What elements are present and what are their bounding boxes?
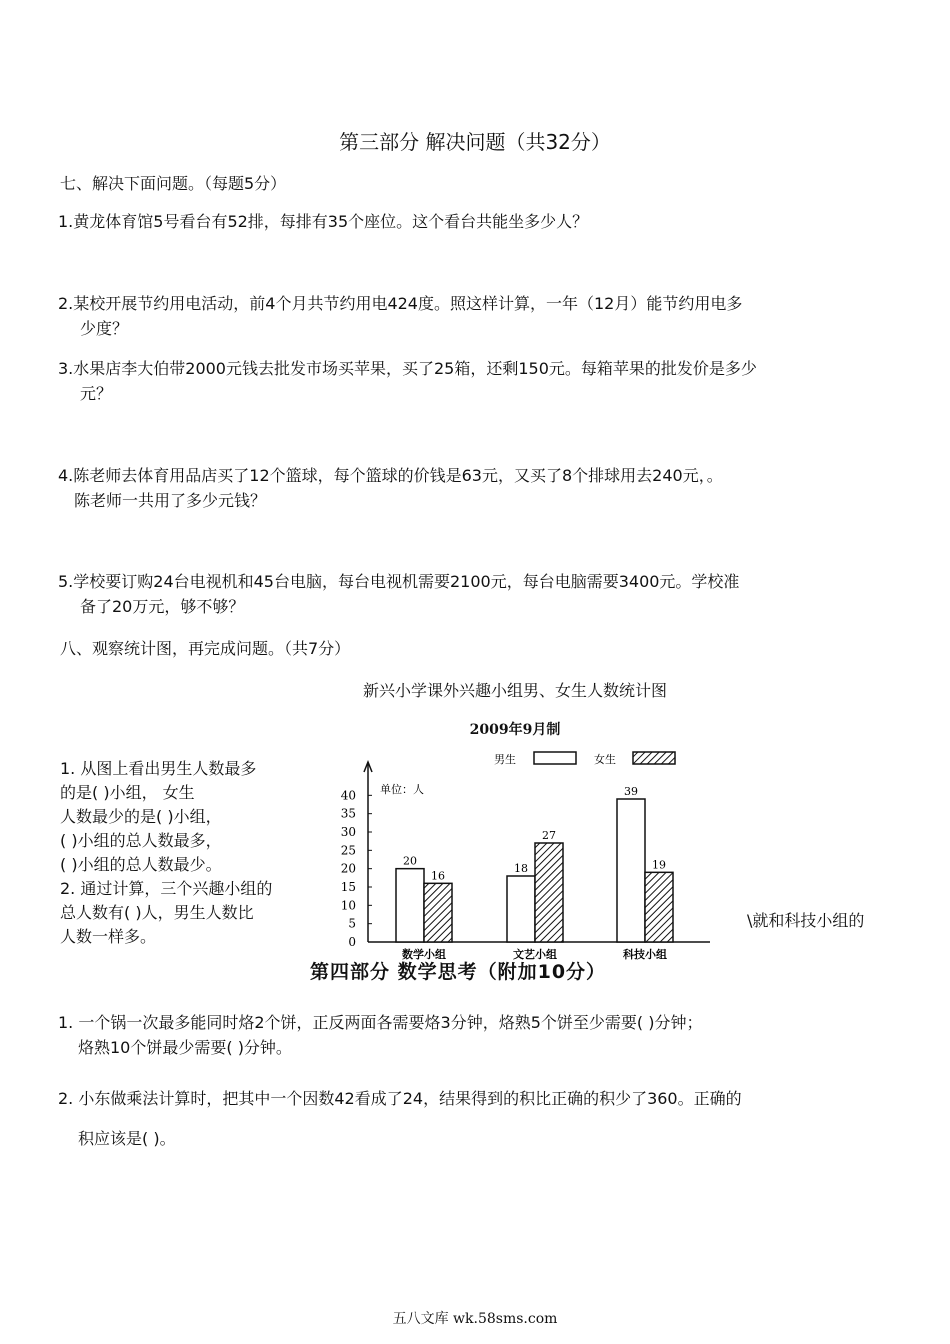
y-tick-label: 20 [340,861,356,876]
part4-q2-line1: 2. 小东做乘法计算时，把其中一个因数42看成了24，结果得到的积比正确的积少了360。正确的 [58,1089,742,1108]
y-tick-label: 0 [348,935,356,949]
section7-heading: 七、解决下面问题。（每题5分） [60,174,287,193]
part4-q2-line2: 积应该是( )。 [78,1129,176,1148]
side-line: 2. 通过计算，三个兴趣小组的 [60,879,273,898]
bar-boys [507,876,535,942]
bar-value-label: 19 [652,858,666,872]
y-tick-label: 25 [340,843,356,858]
question-2-line1: 2.某校开展节约用电活动，前4个月共节约用电424度。照这样计算，一年（12月）能节约用电多 [58,294,743,313]
side-line: ( )小组的总人数最多， [60,831,222,850]
bar-girls [424,883,452,942]
question-1 [58,209,898,234]
y-tick-label: 10 [340,898,356,913]
part4-question-1 [58,1010,898,1060]
bar-boys [617,799,645,942]
question-4-line1: 4.陈老师去体育用品店买了12个篮球，每个篮球的价钱是63元，又买了8个排球用去240元，。 [58,466,723,485]
bar-value-label: 18 [514,862,528,875]
bar-chart [322,742,742,967]
legend-swatch-girls [633,752,675,764]
bar-value-label: 16 [431,869,445,883]
bar-value-label: 39 [624,785,638,798]
category-label: 文艺小组 [513,948,557,961]
question-3-line1: 3.水果店李大伯带2000元钱去批发市场买苹果，买了25箱，还剩150元。每箱苹果的批发价是多少 [58,359,757,378]
section8-heading: 八、观察统计图，再完成问题。（共7分） [60,639,351,658]
y-tick-label: 5 [348,916,356,931]
y-tick-label: 35 [340,806,356,821]
side-line: 人数最少的是( )小组， [60,807,222,826]
part3-title: 第三部分 解决问题（共32分） [339,130,611,154]
bar-girls [645,872,673,942]
question-4 [58,463,898,513]
side-line: 总人数有( )人，男生人数比 [60,903,254,922]
bar-girls [535,843,563,942]
chart-title: 新兴小学课外兴趣小组男、女生人数统计图 [362,681,667,700]
part4-title: 第四部分 数学思考（附加10分） [310,961,607,983]
legend-label-boys: 男生 [494,753,516,766]
side-line: ( )小组的总人数最少。 [60,855,222,874]
bar-boys [396,869,424,942]
y-tick-label: 15 [340,880,356,894]
footer-watermark: 五八文库 wk.58sms.com [392,1311,558,1327]
section8-questions [60,757,322,949]
question-3 [58,356,898,406]
legend-swatch-boys [534,752,576,764]
side-line: 的是( )小组， 女生 [60,783,195,802]
bar-value-label: 20 [403,854,417,868]
part4-q1-line1: 1. 一个锅一次最多能同时烙2个饼，正反两面各需要烙3分钟，烙熟5个饼至少需要( )分钟； [58,1013,703,1032]
question-2 [58,291,898,341]
y-tick-label: 40 [340,788,356,803]
legend-label-girls: 女生 [594,753,616,766]
question-2-line2: 少度？ [80,319,129,338]
question-3-line2: 元？ [80,384,113,403]
part4-question-2 [58,1086,898,1111]
unit-label: 单位：人 [380,783,424,796]
question-5-line2: 备了20万元，够不够？ [80,597,245,616]
category-label: 科技小组 [623,948,667,961]
question-5-line1: 5.学校要订购24台电视机和45台电脑，每台电视机需要2100元，每台电脑需要3400元。学校准 [58,572,740,591]
side-tail-text: \就和科技小组的 [747,911,865,930]
side-line: 人数一样多。 [60,927,157,946]
part4-q1-line2: 烙熟10个饼最少需要( )分钟。 [78,1038,292,1057]
category-label: 数学小组 [402,948,446,961]
question-5 [58,569,898,619]
question-1-text: 1.黄龙体育馆5号看台有52排，每排有35个座位。这个看台共能坐多少人？ [58,212,589,231]
side-line: 1. 从图上看出男生人数最多 [60,759,257,778]
question-4-line2: 陈老师一共用了多少元钱？ [74,491,267,510]
bar-value-label: 27 [542,829,556,842]
y-tick-label: 30 [340,825,356,839]
chart-subtitle: 2009年9月制 [469,722,561,738]
